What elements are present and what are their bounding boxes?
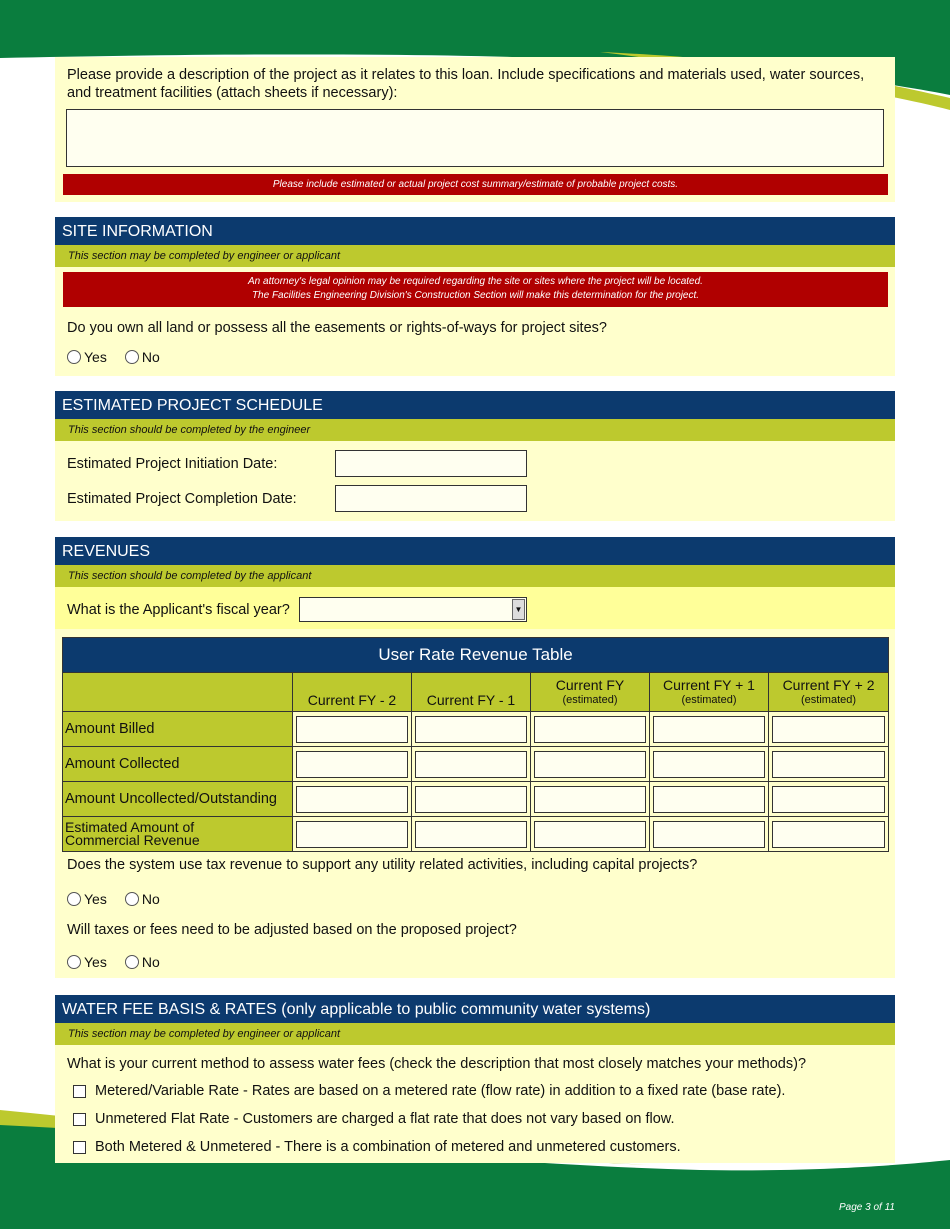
tax-revenue-no[interactable] xyxy=(125,891,160,907)
column-header xyxy=(293,673,412,712)
column-header xyxy=(531,673,650,712)
amount-input[interactable] xyxy=(296,751,408,778)
amount-input[interactable] xyxy=(415,786,527,813)
amount-input[interactable] xyxy=(653,821,765,848)
amount-input[interactable] xyxy=(415,751,527,778)
land-ownership-no[interactable] xyxy=(125,349,160,365)
amount-input[interactable] xyxy=(415,821,527,848)
project-schedule-panel xyxy=(55,391,895,521)
column-header-label: Current FY + 1 xyxy=(663,677,755,693)
project-schedule-subtitle: This section should be completed by the engineer xyxy=(55,419,895,441)
row-label-line1: Estimated Amount of xyxy=(65,819,195,835)
fee-adjust-question: Will taxes or fees need to be adjusted based on the proposed project? xyxy=(67,922,517,938)
no-label: No xyxy=(141,954,160,970)
row-label: Amount Billed xyxy=(63,712,293,747)
amount-input[interactable] xyxy=(534,786,646,813)
row-label-line2: Commercial Revenue xyxy=(65,832,200,848)
column-header-label: Current FY - 2 xyxy=(307,692,397,708)
no-label: No xyxy=(141,891,160,907)
table-row xyxy=(63,817,889,852)
land-ownership-options xyxy=(67,349,178,365)
land-ownership-yes[interactable] xyxy=(67,349,107,365)
amount-input[interactable] xyxy=(653,786,765,813)
revenues-panel xyxy=(55,537,895,978)
initiation-date-input[interactable] xyxy=(335,450,527,477)
fee-adjust-yes[interactable] xyxy=(67,954,107,970)
cost-summary-notice-text: Please include estimated or actual project cost summary/estimate of probable project costs. xyxy=(272,179,679,190)
water-fee-title: WATER FEE BASIS & RATES (only applicable to public community water systems) xyxy=(55,995,895,1023)
fee-adjust-options xyxy=(67,954,178,970)
revenues-title: REVENUES xyxy=(55,537,895,565)
column-header xyxy=(412,673,531,712)
radio-icon[interactable] xyxy=(67,892,81,906)
yes-label: Yes xyxy=(84,891,107,907)
checkbox-icon[interactable] xyxy=(73,1085,86,1098)
yes-label: Yes xyxy=(84,954,107,970)
column-header-label: Current FY xyxy=(555,677,625,693)
flat-rate-option[interactable] xyxy=(73,1111,675,1127)
amount-input[interactable] xyxy=(534,716,646,743)
site-information-title: SITE INFORMATION xyxy=(55,217,895,245)
attorney-notice-line2: The Facilities Engineering Division's Construction Section will make this determination for the project. xyxy=(251,290,700,301)
checkbox-icon[interactable] xyxy=(73,1141,86,1154)
fee-adjust-no[interactable] xyxy=(125,954,160,970)
water-fee-question: What is your current method to assess water fees (check the description that most closely matches your methods)? xyxy=(67,1056,807,1072)
tax-revenue-question: Does the system use tax revenue to support any utility related activities, including capital projects? xyxy=(67,857,698,873)
dropdown-arrow-icon[interactable]: ▼ xyxy=(512,599,525,620)
column-header xyxy=(650,673,769,712)
attorney-notice-line1: An attorney's legal opinion may be required regarding the site or sites where the project will be located. xyxy=(248,276,703,287)
column-header-note: (estimated) xyxy=(681,694,737,706)
user-rate-revenue-table xyxy=(62,637,889,852)
radio-icon[interactable] xyxy=(125,892,139,906)
option-label: Both Metered & Unmetered - There is a combination of metered and unmetered customers. xyxy=(95,1139,681,1155)
cost-summary-notice xyxy=(63,174,888,195)
radio-icon[interactable] xyxy=(67,350,81,364)
completion-date-label: Estimated Project Completion Date: xyxy=(67,491,297,507)
amount-input[interactable] xyxy=(296,716,408,743)
metered-rate-option[interactable] xyxy=(73,1083,785,1099)
yes-label: Yes xyxy=(84,349,107,365)
description-panel xyxy=(55,57,895,202)
project-schedule-title: ESTIMATED PROJECT SCHEDULE xyxy=(55,391,895,419)
both-rate-option[interactable] xyxy=(73,1139,681,1155)
column-header-note: (estimated) xyxy=(562,694,618,706)
fiscal-year-select[interactable] xyxy=(299,597,527,622)
column-header xyxy=(769,673,889,712)
description-textarea[interactable] xyxy=(66,109,884,167)
page-number: Page 3 of 11 xyxy=(839,1202,895,1213)
site-information-panel xyxy=(55,217,895,376)
row-label xyxy=(63,817,293,852)
option-label: Unmetered Flat Rate - Customers are charged a flat rate that does not vary based on flow. xyxy=(95,1111,675,1127)
initiation-date-label: Estimated Project Initiation Date: xyxy=(67,456,278,472)
tax-revenue-options xyxy=(67,891,178,907)
description-prompt: Please provide a description of the project as it relates to this loan. Include specifications and materials used, water sources, and treatment facilities (attach sheets if necessary): xyxy=(67,67,865,101)
revenues-subtitle: This section should be completed by the applicant xyxy=(55,565,895,587)
water-fee-subtitle: This section may be completed by engineer or applicant xyxy=(55,1023,895,1045)
column-header-label: Current FY + 2 xyxy=(782,677,875,693)
amount-input[interactable] xyxy=(772,716,885,743)
amount-input[interactable] xyxy=(772,751,885,778)
revenue-table-title: User Rate Revenue Table xyxy=(63,638,889,673)
amount-input[interactable] xyxy=(296,786,408,813)
radio-icon[interactable] xyxy=(67,955,81,969)
table-row xyxy=(63,747,889,782)
revenue-table-corner xyxy=(63,673,293,712)
column-header-label: Current FY - 1 xyxy=(426,692,516,708)
land-ownership-question: Do you own all land or possess all the easements or rights-of-ways for project sites? xyxy=(67,320,607,336)
table-row xyxy=(63,782,889,817)
row-label: Amount Collected xyxy=(63,747,293,782)
amount-input[interactable] xyxy=(415,716,527,743)
no-label: No xyxy=(141,349,160,365)
amount-input[interactable] xyxy=(296,821,408,848)
attorney-opinion-notice xyxy=(63,272,888,307)
amount-input[interactable] xyxy=(653,751,765,778)
option-label: Metered/Variable Rate - Rates are based on a metered rate (flow rate) in addition to a fixed rate (base rate). xyxy=(95,1083,786,1099)
site-information-subtitle: This section may be completed by engineer or applicant xyxy=(55,245,895,267)
water-fee-panel xyxy=(55,995,895,1163)
radio-icon[interactable] xyxy=(125,350,139,364)
tax-revenue-yes[interactable] xyxy=(67,891,107,907)
column-header-note: (estimated) xyxy=(801,694,857,706)
amount-input[interactable] xyxy=(772,786,885,813)
radio-icon[interactable] xyxy=(125,955,139,969)
row-label: Amount Uncollected/Outstanding xyxy=(63,782,293,817)
amount-input[interactable] xyxy=(772,821,885,848)
amount-input[interactable] xyxy=(534,821,646,848)
checkbox-icon[interactable] xyxy=(73,1113,86,1126)
amount-input[interactable] xyxy=(653,716,765,743)
table-row xyxy=(63,712,889,747)
amount-input[interactable] xyxy=(534,751,646,778)
fiscal-year-label: What is the Applicant's fiscal year? xyxy=(67,602,290,618)
completion-date-input[interactable] xyxy=(335,485,527,512)
